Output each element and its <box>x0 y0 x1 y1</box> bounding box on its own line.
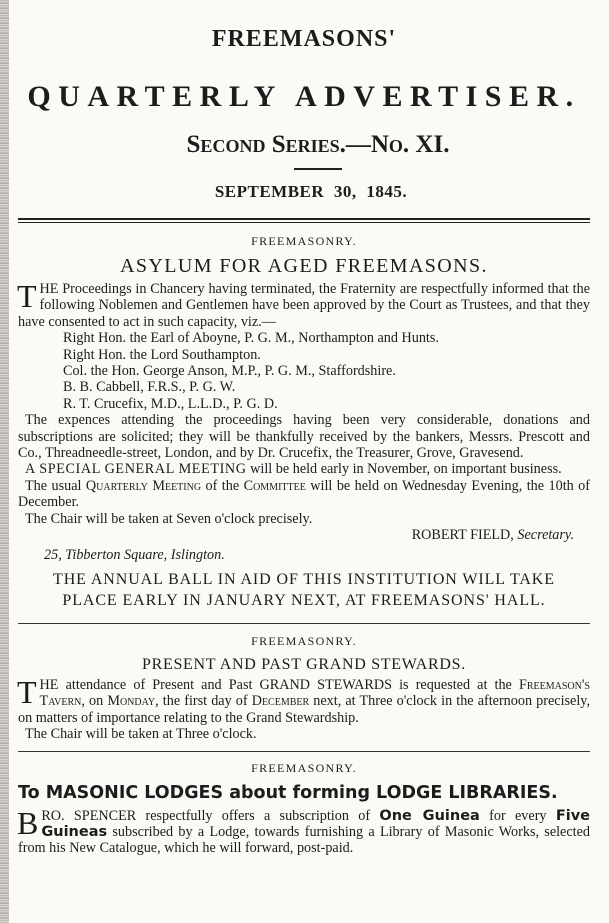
stewards-heading: PRESENT AND PAST GRAND STEWARDS. <box>142 655 466 673</box>
asylum-heading: ASYLUM FOR AGED FREEMASONS. <box>120 255 488 277</box>
asylum-chair-notice: The Chair will be taken at Seven o'clock precisely. <box>25 510 313 527</box>
masthead <box>18 25 590 202</box>
libraries-drop-cap: B <box>17 804 39 841</box>
masthead-subtitle: QUARTERLY ADVERTISER. <box>27 80 581 113</box>
masthead-short-rule <box>294 168 342 170</box>
libraries-section <box>18 761 590 857</box>
signature-line <box>18 527 590 543</box>
stewards-intro: HE attendance of Present and Past GRAND STEWARDS is requested at the Freemason's Tavern, on Monday, the first day of December next, at Three o'clock in the afternoon precisely, on matters of importance relating to the Grand Stewardship. <box>18 676 590 726</box>
trustee-item: Col. the Hon. George Anson, M.P., P. G. M., Staffordshire. <box>63 363 396 380</box>
masthead-date: SEPTEMBER 30, 1845. <box>214 182 408 201</box>
section-rule <box>18 751 590 752</box>
trustee-item: R. T. Crucefix, M.D., L.L.D., P. G. D. <box>63 395 278 412</box>
libraries-heading: To MASONIC LODGES about forming LODGE LIBRARIES. <box>18 782 558 803</box>
stewards-category: FREEMASONRY. <box>251 633 357 648</box>
expenses-paragraph: The expences attending the proceedings having been very considerable, donations and subscriptions are solicited; they will be thankfully received by the bankers, Messrs. Prescott and Co., Threadneedle-street, London, and by Dr. Crucefix, the Treasurer, Grove, Gravesend. <box>18 412 590 462</box>
annual-ball-notice: THE ANNUAL BALL IN AID OF THIS INSTITUTION WILL TAKE PLACE EARLY IN JANUARY NEXT, AT FREEMASONS' HALL. <box>53 570 555 609</box>
libraries-category: FREEMASONRY. <box>251 760 357 775</box>
quarterly-meeting-notice: The usual Quarterly Meeting of the Committee will be held on Wednesday Evening, the 10th of December. <box>18 477 591 511</box>
signatory-role: Secretary. <box>517 527 574 544</box>
trustee-item: Right Hon. the Lord Southampton. <box>63 346 261 363</box>
asylum-drop-cap: T <box>17 278 37 314</box>
asylum-intro: HE Proceedings in Chancery having terminated, the Fraternity are respectfully informed that the following Noblemen and Gentlemen have been approved by the Court as Trustees, and that they have consented to act in such capacity, viz.— <box>18 281 590 330</box>
section-rule <box>18 623 590 624</box>
special-meeting-caps: A SPECIAL GENERAL MEETING <box>25 461 247 478</box>
stewards-drop-cap: T <box>17 673 37 710</box>
masthead-double-rule <box>18 218 590 223</box>
secretary-address: 25, Tibberton Square, Islington. <box>44 546 225 563</box>
asylum-section <box>18 234 590 611</box>
special-meeting-notice: A SPECIAL GENERAL MEETING will be held early in November, on important business. <box>25 461 562 478</box>
advertiser-page <box>18 0 590 857</box>
stewards-section <box>18 634 590 743</box>
masthead-series: Second Series.—No. XI. <box>186 131 450 158</box>
asylum-category: FREEMASONRY. <box>251 234 357 248</box>
libraries-text: RO. SPENCER respectfully offers a subscription of One Guinea for every Five Guineas subscribed by a Lodge, towards furnishing a Library of Masonic Works, selected from his New Catalogue, which he will forward, post-paid. <box>18 807 590 857</box>
trustee-list <box>18 330 590 412</box>
page-binding-edge <box>0 0 9 923</box>
trustee-item: B. B. Cabbell, F.R.S., P. G. W. <box>63 379 236 396</box>
trustee-item: Right Hon. the Earl of Aboyne, P. G. M., Northampton and Hunts. <box>63 330 439 347</box>
masthead-title: FREEMASONS' <box>211 26 397 52</box>
stewards-chair-notice: The Chair will be taken at Three o'clock. <box>25 726 257 743</box>
signatory-name: ROBERT FIELD, <box>411 527 514 544</box>
